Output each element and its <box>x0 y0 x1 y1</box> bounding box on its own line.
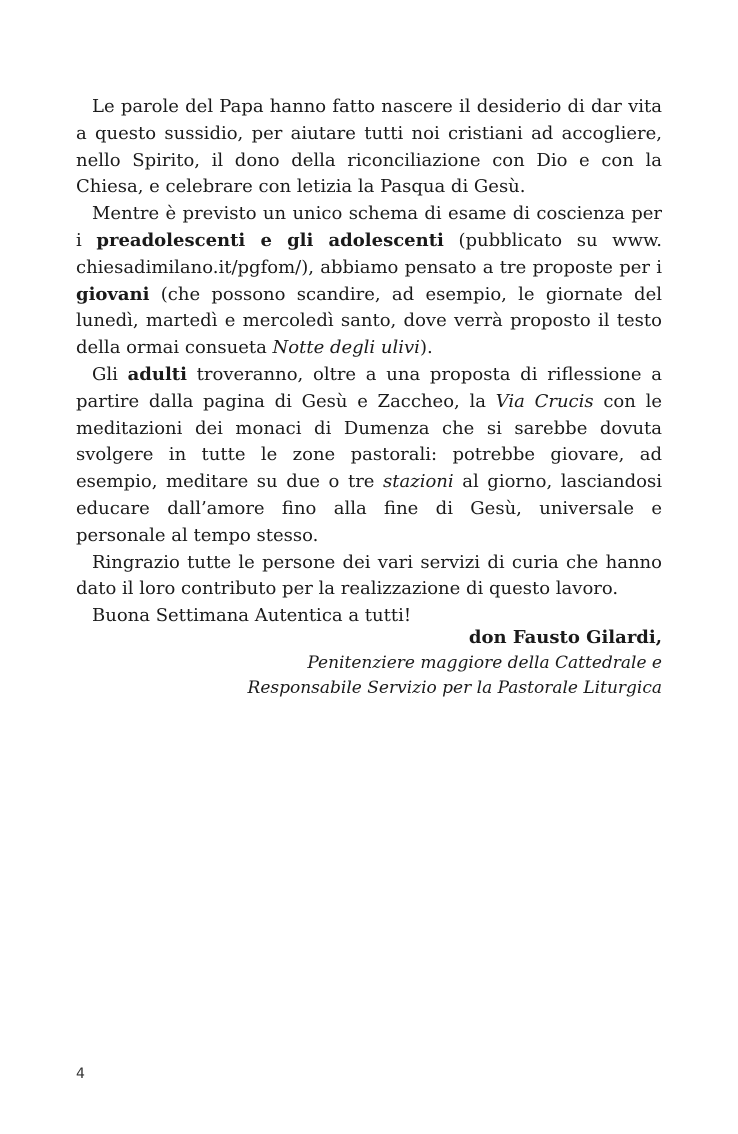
signature-block <box>248 625 662 702</box>
emphasis-youth: giovani <box>76 283 150 305</box>
signature-role-line-1: Penitenziere maggiore della Cattedrale e <box>307 652 662 673</box>
text-segment: troveranno, oltre a una proposta di riflessione a partire dalla pagina di Gesù e Zaccheo, la <box>76 363 662 412</box>
paragraph-intro: Le parole del Papa hanno fatto nascere il desiderio di dar vita a questo sussidio, per aiutare tutti noi cristiani ad accogliere, nello Spirito, il dono della riconciliazione con Dio e con la Chiesa, e celebrare con letizia la Pasqua di Gesù. <box>76 96 662 198</box>
paragraph-youth <box>76 201 662 362</box>
paragraph-greeting: Buona Settimana Autentica a tutti! <box>92 605 412 627</box>
text-segment: (che possono scandire, ad esempio, le giornate del lunedì, martedì e mercoledì santo, dove verrà proposto il testo della ormai consueta <box>76 283 662 359</box>
text-segment: ). <box>419 337 433 359</box>
title-notte-degli-ulivi: Notte degli ulivi <box>272 337 420 359</box>
title-via-crucis: Via Crucis <box>495 390 594 412</box>
text-segment: al giorno, lasciandosi educare dall’amore fino alla fine di Gesù, universale e personale al tempo stesso. <box>76 471 662 546</box>
text-segment: (pubblicato su www. chiesadimilano.it/pgfom/), abbiamo pensato a tre proposte per i <box>76 229 662 278</box>
term-stazioni: stazioni <box>383 471 454 493</box>
body-text <box>76 94 662 630</box>
paragraph-adults <box>76 362 662 550</box>
text-segment: Mentre è previsto un unico schema di esame di coscienza per i <box>76 203 662 251</box>
text-segment: con le meditazioni dei monaci di Dumenza che si sarebbe dovuta svolgere in tutte le zone pastorali: potrebbe giovare, ad esempio, meditare su due o tre <box>76 390 662 493</box>
paragraph-thanks: Ringrazio tutte le persone dei vari servizi di curia che hanno dato il loro contributo per la realizzazione di questo lavoro. <box>76 551 662 600</box>
text-segment: Gli <box>92 363 128 385</box>
signature-role-line-2: Responsabile Servizio per la Pastorale Liturgica <box>247 678 662 698</box>
emphasis-adolescents: preadolescenti e gli adolescenti <box>96 229 444 251</box>
page-number: 4 <box>76 1066 85 1082</box>
emphasis-adults: adulti <box>127 363 187 385</box>
signature-name: don Fausto Gilardi, <box>468 627 662 648</box>
